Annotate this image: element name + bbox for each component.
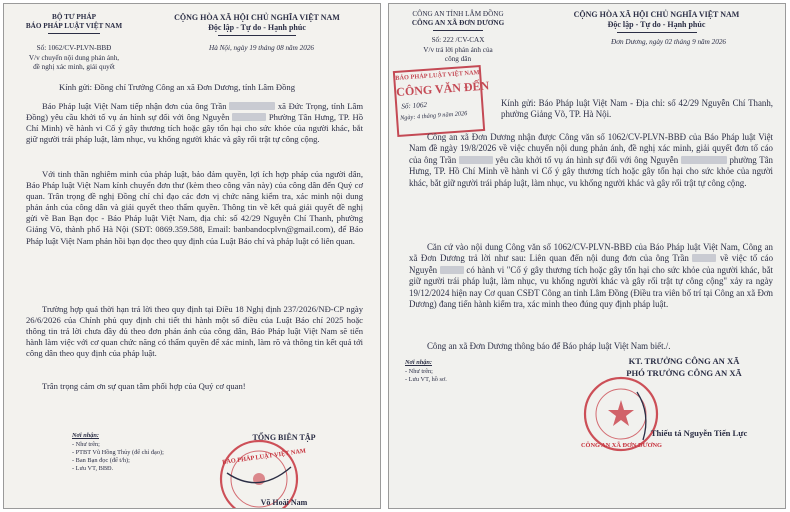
motto: Độc lập - Tự do - Hạnh phúc <box>208 23 306 32</box>
motto-rule <box>617 32 697 33</box>
recipients-label: Nơi nhận: <box>405 359 433 366</box>
header-rule <box>48 33 100 34</box>
recipient-item: - Lưu VT, BBĐ. <box>72 465 114 472</box>
seal-caption: BÁO PHÁP LUẬT VIỆT NAM <box>221 447 307 467</box>
recipient-item: - Như trên; <box>405 368 433 375</box>
issuing-agency: CÔNG AN TỈNH LÂM ĐỒNG <box>412 10 504 18</box>
recipient-item: - Lưu VT, hồ sơ. <box>405 376 447 383</box>
header-rule <box>433 30 483 31</box>
redacted-block <box>232 113 266 121</box>
redacted-block <box>459 156 493 164</box>
paragraph-1: Báo Pháp luật Việt Nam tiếp nhận đơn của ông Trần xã Đức Trọng, tỉnh Lâm Đồng) yêu cầu khởi tố vụ án hình sự đối với ông Nguyễn Phường Tân Hưng, TP. Hồ Chí Minh) về hành vi Cố ý gây thương tích hoặc gây tổn hại cho sức khỏe của người khác, bắt giữ người trái pháp luật, làm nhục, vu khống người khác và gây rối trật tự công cộng. <box>26 101 364 145</box>
stamp-date: Ngày: 4 tháng 9 năm 2026 <box>399 110 468 122</box>
recipient-item: - PTBT Vũ Hồng Thủy (để chỉ đạo); <box>72 449 164 456</box>
stamp-header: BÁO PHÁP LUẬT VIỆT NAM <box>395 69 480 82</box>
recipient-line: Kính gửi: Đồng chí Trưởng Công an xã Đơn Dương, tỉnh Lâm Đồng <box>59 82 296 92</box>
country-name: CỘNG HÒA XÃ HỘI CHỦ NGHĨA VIỆT NAM <box>174 13 340 22</box>
subject-line-1: V/v trả lời phản ánh của <box>423 46 493 54</box>
document-page-right <box>388 3 786 509</box>
recipient-line: Kính gửi: Báo Pháp luật Việt Nam - Địa chỉ: số 42/29 Nguyễn Chí Thanh, phường Giảng Võ, TP. Hà Nội. <box>501 98 773 120</box>
redacted-block <box>692 254 716 262</box>
stamp-number: Số: 1062 <box>401 100 428 111</box>
issuing-agency: BỘ TƯ PHÁP <box>52 13 96 21</box>
subject-line-2: đề nghị xác minh, giải quyết <box>33 63 115 71</box>
redacted-block <box>681 156 727 164</box>
document-date: Hà Nội, ngày 19 tháng 08 năm 2026 <box>209 44 315 52</box>
recipient-item: - Như trên; <box>72 441 100 448</box>
motto: Độc lập - Tự do - Hạnh phúc <box>607 20 706 29</box>
document-page-left <box>3 3 381 509</box>
recipients-label: Nơi nhận: <box>72 432 100 439</box>
stamp-title: CÔNG VĂN ĐẾN <box>395 78 490 99</box>
paragraph-2: Với tinh thần nghiêm minh của pháp luật, bảo đảm quyền, lợi ích hợp pháp của người dân, Báo Pháp luật Việt Nam kính chuyển đơn thư (kèm theo công văn này) của công dân đến Quý cơ quan. Trân trọng đề nghị Đồng chí chỉ đạo các đơn vị chức năng kiểm tra, xác minh nội dung phản ánh của công dân và giải quyết theo thẩm quyền. Thông tin về kết quả giải quyết đề nghị gửi về Ban Bạn đọc - Báo Pháp luật Việt Nam, địa chỉ: số 42/29 Nguyễn Chí Thanh, phường Giảng Võ, thành phố Hà Nội (SĐT: 0869.359.588, Email: banbandocplvn@gmail.com), để Báo Pháp luật Việt Nam phản hồi bạn đọc theo quy định của Luật Báo chí và pháp luật có liên quan. <box>26 169 363 246</box>
paragraph-2: Căn cứ vào nội dung Công văn số 1062/CV-PLVN-BBĐ của Báo Pháp luật Việt Nam, Công an xã Đơn Dương trả lời như sau: Liên quan đến nội dung đơn của ông Trần về việc tố cáo Nguyễn có hành vi "Cố ý gây thương tích hoặc gây tổn hại cho sức khỏe của người khác, bắt giữ người trái pháp luật, làm nhục, vu khống người khác và gây rối trật tự công cộng" xảy ra ngày 19/12/2024 hiện nay Cơ quan CSĐT Công an tỉnh Lâm Đồng (Điều tra viên bố trí tại Công an xã Đơn Dương) đang tiến hành kiểm tra, xác minh theo đúng quy định pháp luật. <box>409 242 774 310</box>
paragraph-4: Trân trọng cảm ơn sự quan tâm phối hợp của Quý cơ quan! <box>42 381 246 391</box>
signer-title: TỔNG BIÊN TẬP <box>252 433 316 442</box>
paragraph-3: Công an xã Đơn Dương thông báo để Báo pháp luật Việt Nam biết./. <box>427 341 671 351</box>
signer-title-2: PHÓ TRƯỞNG CÔNG AN XÃ <box>626 368 742 378</box>
document-number: Số: 1062/CV-PLVN-BBĐ <box>36 44 112 52</box>
received-stamp <box>393 65 490 137</box>
document-date: Đơn Dương, ngày 02 tháng 9 năm 2026 <box>611 38 727 46</box>
issuing-unit: BÁO PHÁP LUẬT VIỆT NAM <box>25 22 123 30</box>
redacted-block <box>440 266 464 274</box>
subject-line-1: V/v chuyển nội dung phản ánh, <box>28 54 120 62</box>
signer-name: Võ Hoài Nam <box>260 498 308 507</box>
redacted-block <box>229 102 275 110</box>
recipient-item: - Ban Bạn đọc (để t/h); <box>72 457 130 464</box>
paragraph-3: Trường hợp quá thời hạn trả lời theo quy định tại Điều 18 Nghị định 237/2026/NĐ-CP ngày 26/6/2026 của Chính phủ quy định chi tiết thi hành một số điều của Luật Báo chí 2025 hoặc thông tin trả lời chưa đầy đủ theo đơn phản ánh của công dân, Báo Pháp luật Việt Nam sẽ tiến hành làm việc với cơ quan chức năng có thẩm quyền để xác minh, làm rõ và thông tin kết quả tới công dân theo quy định của pháp luật. <box>26 304 363 359</box>
subject-line-2: công dân <box>444 55 472 63</box>
paragraph-1: Công an xã Đơn Dương nhận được Công văn số 1062/CV-PLVN-BBĐ của Báo Pháp luật Việt Nam đề ngày 19/8/2026 về việc chuyển nội dung phản ánh, đề nghị xác minh, giải quyết đơn tố cáo của ông Trần yêu cầu khởi tố vụ án hình sự đối với ông Nguyễn phường Tân Hưng, TP. Hồ Chí Minh về hành vi Cố ý gây thương tích hoặc gây tổn hại cho sức khỏe của người khác, bắt giữ người trái pháp luật, làm nhục, vu khống người khác và gây rối trật tự công cộng. <box>409 132 773 188</box>
country-name: CỘNG HÒA XÃ HỘI CHỦ NGHĨA VIỆT NAM <box>573 10 740 19</box>
document-number: Số: 222 /CV-CAX <box>431 36 485 44</box>
issuing-unit: CÔNG AN XÃ ĐƠN DƯƠNG <box>411 19 505 27</box>
motto-rule <box>218 35 296 36</box>
seal-caption: CÔNG AN XÃ ĐƠN DƯƠNG <box>581 442 662 449</box>
signer-title-1: KT. TRƯỞNG CÔNG AN XÃ <box>628 356 740 366</box>
signer-name: Thiếu tá Nguyễn Tiến Lực <box>650 428 748 438</box>
